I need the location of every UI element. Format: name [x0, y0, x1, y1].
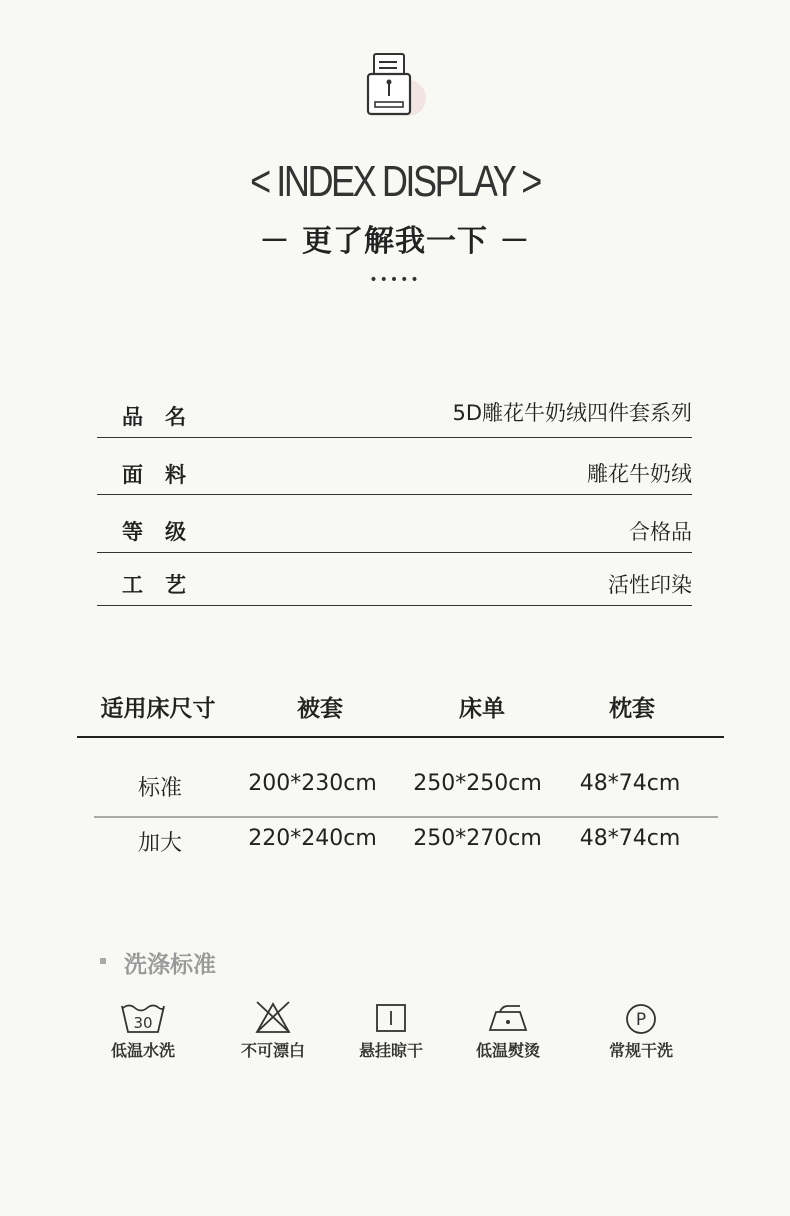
- info-key-fabric: 面料: [122, 463, 208, 487]
- size-cell: 250*270cm: [413, 826, 542, 851]
- size-header-bed: 适用床尺寸: [100, 696, 216, 722]
- size-row-label: 标准: [137, 776, 182, 801]
- wash-label: 悬挂晾干: [358, 1041, 423, 1060]
- size-cell: 48*74cm: [579, 826, 681, 851]
- wash-item: [453, 1000, 563, 1061]
- size-row-label: 加大: [137, 831, 182, 856]
- size-header-duvet: 被套: [297, 696, 343, 722]
- size-header-sheet: 床单: [459, 696, 505, 722]
- divider: [97, 552, 692, 553]
- wash-label: 常规干洗: [608, 1041, 673, 1060]
- hang-dry-icon: [374, 1000, 408, 1034]
- decorative-dots: •••••: [369, 272, 421, 288]
- no-bleach-icon: [253, 1000, 293, 1034]
- info-key-grade: 等级: [122, 520, 208, 544]
- size-cell: 48*74cm: [579, 771, 681, 796]
- wash-item: [88, 1000, 198, 1061]
- section-bullet: [100, 958, 106, 964]
- size-cell: 250*250cm: [413, 771, 542, 796]
- wash-label: 不可漂白: [240, 1041, 305, 1060]
- wash-label: 低温熨烫: [475, 1041, 540, 1060]
- wash-item: [586, 1000, 696, 1061]
- wash-item: [336, 1000, 446, 1061]
- dry-clean-letter: P: [635, 1010, 647, 1030]
- divider: [97, 437, 692, 438]
- size-cell: 220*240cm: [248, 826, 377, 851]
- wash-item: [218, 1000, 328, 1061]
- divider: [97, 605, 692, 606]
- wash-label: 低温水洗: [110, 1041, 175, 1060]
- size-cell: 200*230cm: [248, 771, 377, 796]
- page-title-en: < INDEX DISPLAY >: [250, 157, 540, 206]
- dry-clean-p-icon: [623, 1000, 659, 1034]
- info-value-fabric: 雕花牛奶绒: [587, 462, 692, 486]
- table-row-divider: [94, 816, 718, 818]
- table-header-divider: [77, 736, 724, 738]
- wash-section-title: 洗涤标准: [124, 952, 216, 978]
- info-key-craft: 工艺: [122, 573, 208, 597]
- low-iron-icon: [486, 1000, 530, 1034]
- wash-temp-text: 30: [133, 1014, 153, 1032]
- document-folder-icon: [364, 52, 428, 120]
- info-key-name: 品名: [122, 405, 208, 429]
- info-value-name: 5D雕花牛奶绒四件套系列: [452, 401, 692, 425]
- page-title-cn: － 更了解我一下 －: [259, 224, 531, 259]
- wash-30-icon: [120, 1000, 166, 1034]
- info-value-grade: 合格品: [629, 520, 692, 544]
- size-header-pillow: 枕套: [609, 696, 655, 722]
- divider: [97, 494, 692, 495]
- info-value-craft: 活性印染: [608, 573, 692, 597]
